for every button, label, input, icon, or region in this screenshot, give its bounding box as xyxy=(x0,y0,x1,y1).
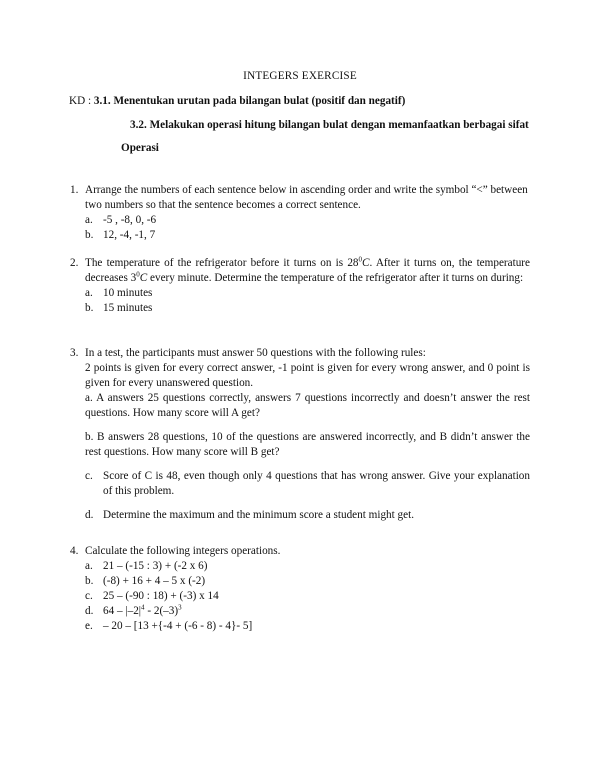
option-label: b. xyxy=(85,229,94,241)
option-item xyxy=(85,213,530,228)
question-text: Arrange the numbers of each sentence below in ascending order and write the symbol “<” between two numbers so that the sentence becomes a correct sentence. xyxy=(85,184,528,211)
part-b: b. B answers 28 questions, 10 of the questions are answered incorrectly, and B didn’t answer the rest questions. How many score will B get? xyxy=(85,431,530,458)
option-item xyxy=(85,589,530,604)
text-segment: . After it turns on, the temperature decreases xyxy=(85,257,530,284)
temp-value: 3 xyxy=(130,272,137,284)
option-item xyxy=(85,228,530,243)
question-intro: In a test, the participants must answer 50 questions with the following rules: xyxy=(85,347,426,359)
option-item xyxy=(85,604,530,619)
option-label: a. xyxy=(85,560,93,572)
option-text xyxy=(103,605,182,617)
option-item xyxy=(85,574,530,589)
part-d-text: Determine the maximum and the minimum score a student might get. xyxy=(103,509,415,521)
option-label: d. xyxy=(85,605,94,617)
option-text: -5 , -8, 0, -6 xyxy=(103,214,157,226)
question-number: 1. xyxy=(70,184,79,196)
option-label: c. xyxy=(85,470,93,482)
part-a: a. A answers 25 questions correctly, answers 7 questions incorrectly and doesn’t answer the rest questions. How many score will A get? xyxy=(85,392,530,419)
question-1 xyxy=(70,183,530,243)
option-text: 21 – (-15 : 3) + (-2 x 6) xyxy=(103,560,208,572)
kd-3-2: 3.2. Melakukan operasi hitung bilangan bulat dengan memanfaatkan berbagai sifat xyxy=(130,119,529,131)
option-label: a. xyxy=(85,214,93,226)
question-number: 2. xyxy=(70,257,79,269)
kd-3-2-cont: Operasi xyxy=(121,142,159,154)
kd-prefix: KD : xyxy=(69,95,94,107)
expr-segment: 64 – xyxy=(103,605,126,617)
part-c xyxy=(85,469,530,499)
option-text: 25 – (-90 : 18) + (-3) x 14 xyxy=(103,590,219,602)
kd-3-1: 3.1. Menentukan urutan pada bilangan bulat (positif dan negatif) xyxy=(93,95,406,107)
option-label: b. xyxy=(85,302,94,314)
option-label: a. xyxy=(85,287,93,299)
text-segment: The temperature of the refrigerator before it turns on is xyxy=(85,257,348,269)
question-text xyxy=(85,256,530,286)
degree-sup: 0 xyxy=(136,270,140,279)
degree-sup: 0 xyxy=(358,255,363,264)
question-number: 3. xyxy=(70,347,79,359)
option-text: 10 minutes xyxy=(103,287,153,299)
page-title: INTEGERS EXERCISE xyxy=(243,70,357,82)
option-text: 12, -4, -1, 7 xyxy=(103,229,156,241)
question-2 xyxy=(70,256,530,316)
part-d xyxy=(85,508,530,523)
option-list xyxy=(85,286,530,316)
question-3 xyxy=(70,346,530,523)
option-item xyxy=(85,559,530,574)
option-list xyxy=(85,213,530,243)
temp-value: 28 xyxy=(347,257,359,269)
expr-abs: |–2| xyxy=(125,605,142,617)
option-text: – 20 – [13 +{-4 + (-6 - 8) - 4}- 5] xyxy=(103,620,253,632)
temperature-1 xyxy=(347,257,369,269)
option-label: e. xyxy=(85,620,93,632)
option-item xyxy=(85,286,530,301)
text-segment: every minute. Determine the temperature of the refrigerator after it turns on during: xyxy=(147,272,524,284)
question-number: 4. xyxy=(70,545,79,557)
kd-line-1 xyxy=(69,94,549,109)
option-label: d. xyxy=(85,509,94,521)
option-text: 15 minutes xyxy=(103,302,153,314)
expr-segment: - 2(–3) xyxy=(144,605,179,617)
option-item xyxy=(85,301,530,316)
temp-unit: C xyxy=(139,272,148,284)
scoring-rules: 2 points is given for every correct answer, -1 point is given for every wrong answer, and 0 point is given for every unanswered question. xyxy=(85,362,530,389)
option-item xyxy=(85,619,530,634)
exponent: 3 xyxy=(178,603,182,612)
part-c-text: Score of C is 48, even though only 4 questions that has wrong answer. Give your explanation of this problem. xyxy=(103,470,530,497)
option-label: c. xyxy=(85,590,93,602)
option-list xyxy=(85,559,530,634)
temperature-2 xyxy=(131,272,148,284)
question-text: Calculate the following integers operations. xyxy=(85,545,281,557)
question-4 xyxy=(70,544,530,634)
exponent: 4 xyxy=(141,603,145,612)
option-text: (-8) + 16 + 4 – 5 x (-2) xyxy=(103,575,206,587)
temp-unit: C xyxy=(362,257,370,269)
option-label: b. xyxy=(85,575,94,587)
